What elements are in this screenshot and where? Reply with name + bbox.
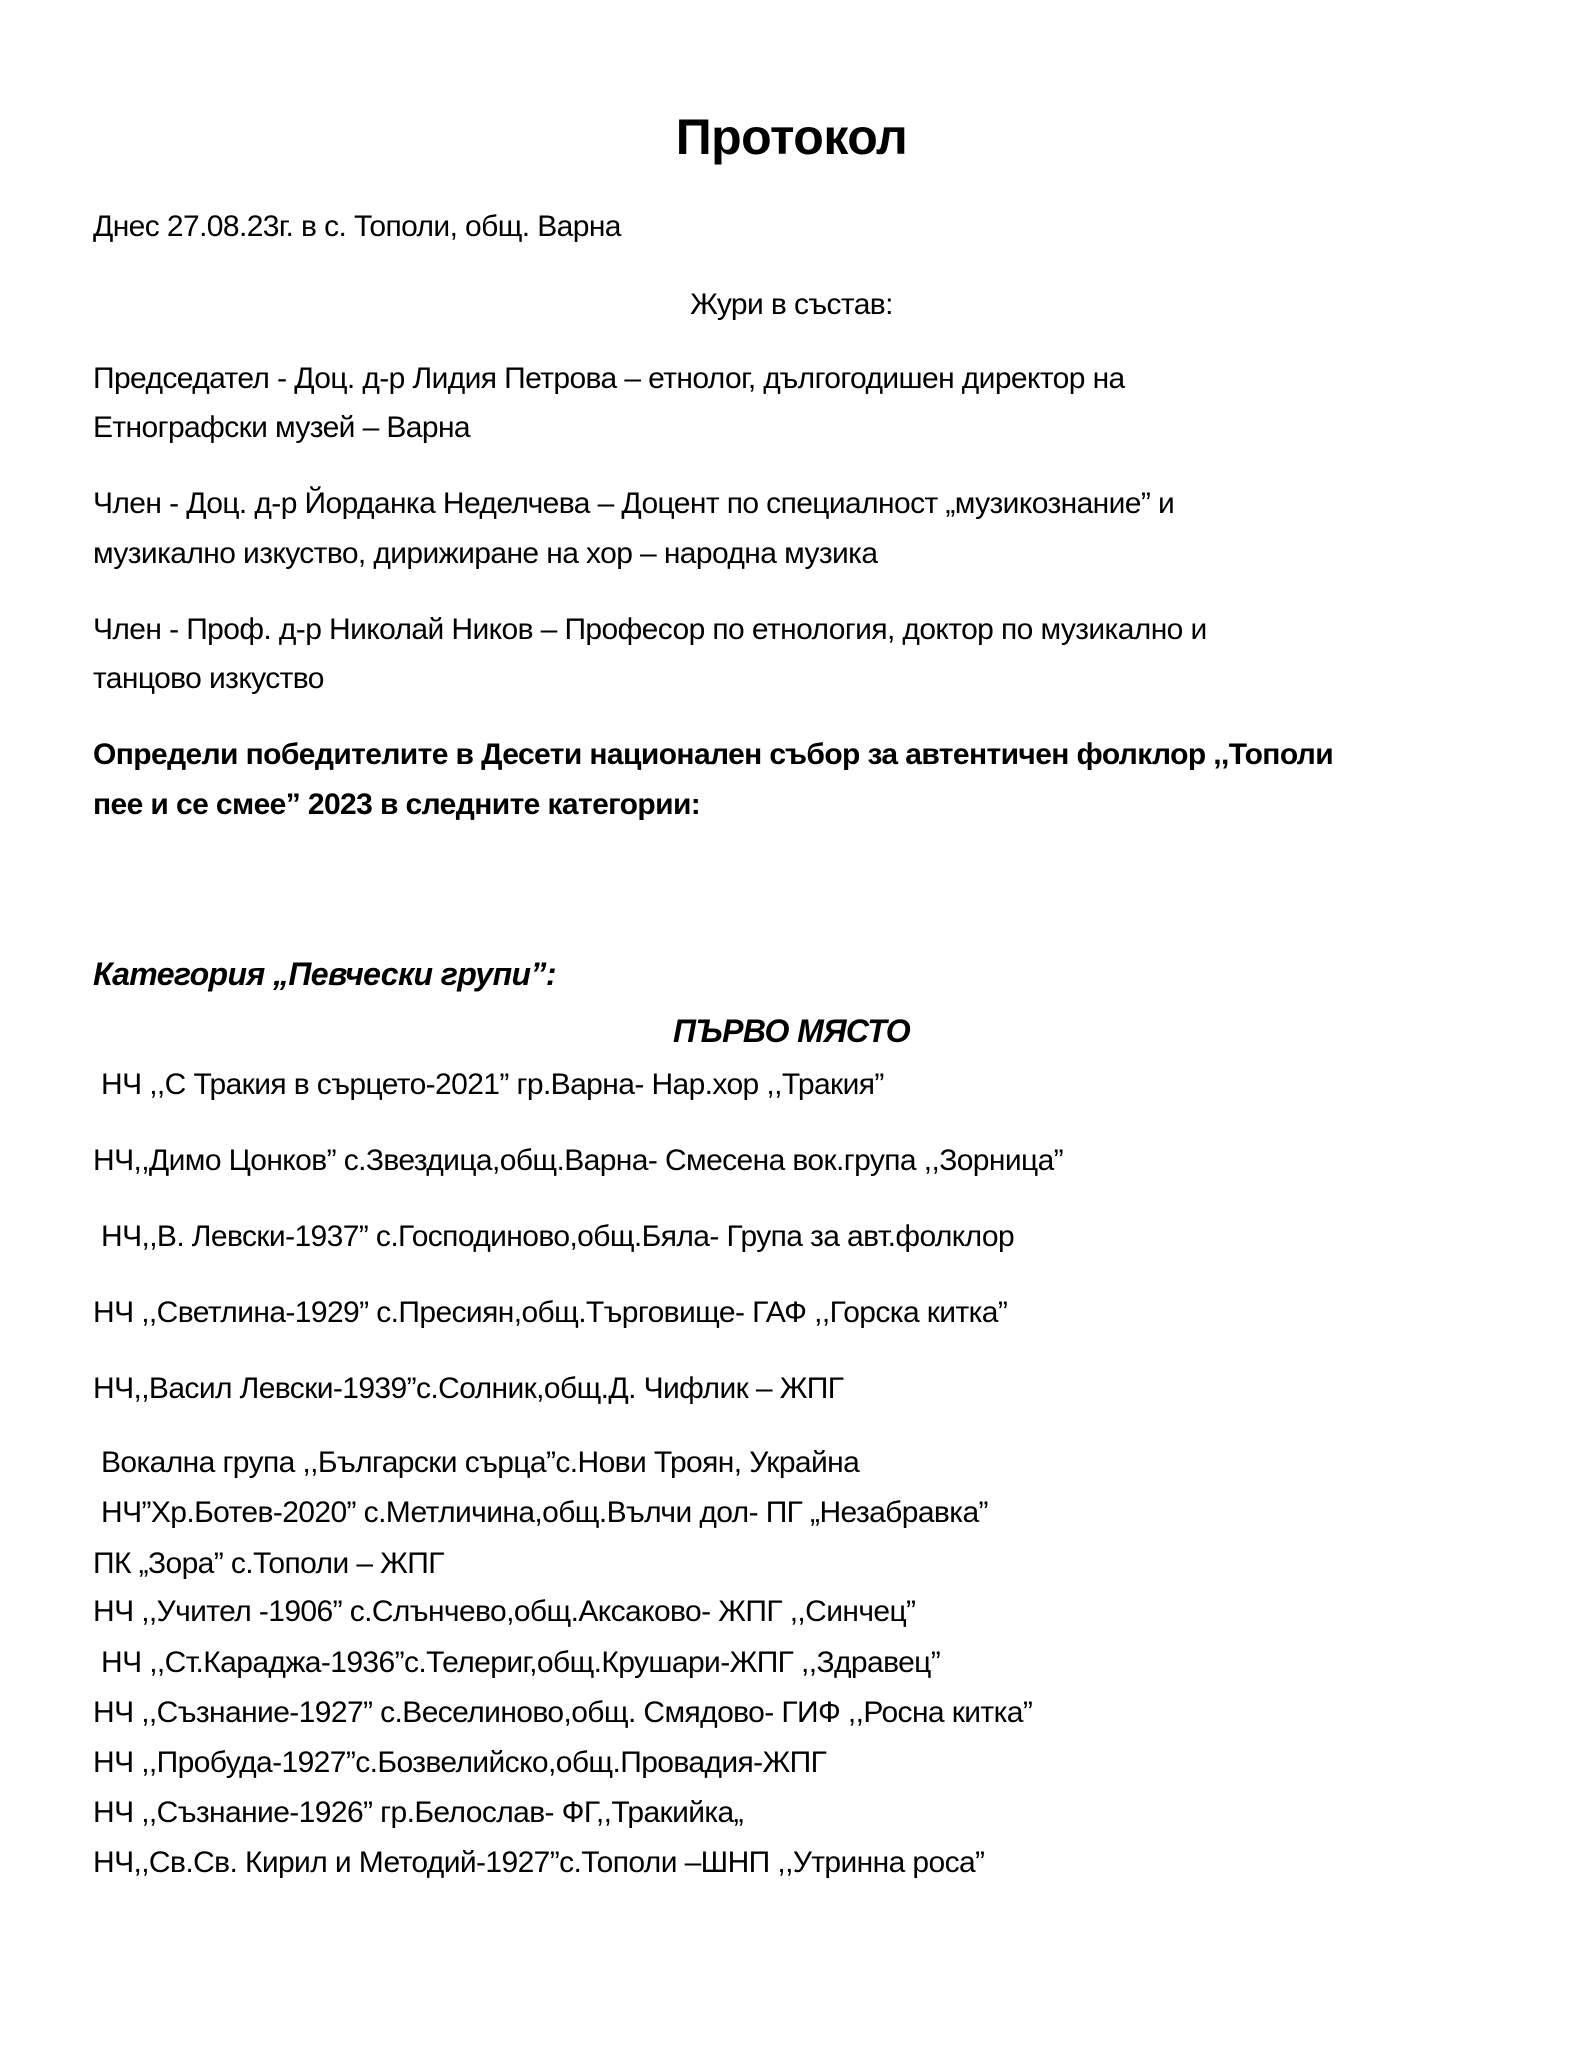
list-item: НЧ ,,Светлина-1929” с.Пресиян,общ.Търговище- ГАФ ,,Горска китка” <box>93 1296 1008 1329</box>
category-heading: Категория „Певчески групи”: <box>93 956 556 992</box>
jury-member-line: Член - Доц. д-р Йорданка Неделчева – Доцент по специалност „музикознание” и <box>93 487 1175 520</box>
jury-member-line: Член - Проф. д-р Николай Ников – Професор по етнология, доктор по музикално и <box>93 613 1207 646</box>
list-item: Вокална група ,,Български сърца”с.Нови Троян, Украйна <box>101 1446 860 1479</box>
list-item: НЧ”Хр.Ботев-2020” с.Метличина,общ.Вълчи дол- ПГ „Незабравка” <box>101 1496 988 1529</box>
list-item: НЧ ,,Пробуда-1927”с.Бозвелийско,общ.Провадия-ЖПГ <box>93 1746 827 1779</box>
list-item: НЧ,,Васил Левски-1939”с.Солник,общ.Д. Чифлик – ЖПГ <box>93 1372 844 1405</box>
list-item: НЧ ,,Ст.Караджа-1936”с.Телериг,общ.Крушари-ЖПГ ,,Здравец” <box>101 1646 941 1679</box>
list-item: НЧ,,В. Левски-1937” с.Господиново,общ.Бяла- Група за авт.фолклор <box>101 1220 1015 1253</box>
place-heading: ПЪРВО МЯСТО <box>672 1013 911 1049</box>
document-title: Протокол <box>675 109 908 165</box>
list-item: НЧ ,,С Тракия в сърцето-2021” гр.Варна- Нар.хор ,,Тракия” <box>101 1068 884 1101</box>
list-item: ПК „Зора” с.Тополи – ЖПГ <box>93 1547 444 1580</box>
list-item: НЧ ,,Учител -1906” с.Слънчево,общ.Аксаково- ЖПГ ,,Синчец” <box>93 1595 916 1628</box>
date-line: Днес 27.08.23г. в с. Тополи, общ. Варна <box>93 210 621 243</box>
jury-member-line: Етнографски музей – Варна <box>93 411 471 444</box>
list-item: НЧ ,,Съзнание-1926” гр.Белослав- ФГ,,Тракийка„ <box>93 1796 744 1829</box>
list-item: НЧ,,Св.Св. Кирил и Методий-1927”с.Тополи –ШНП ,,Утринна роса” <box>93 1846 985 1879</box>
jury-heading: Жури в състав: <box>690 288 893 321</box>
decision-line: Определи победителите в Десети национален събор за автентичен фолклор ,,Тополи <box>93 738 1334 771</box>
decision-line: пее и се смее” 2023 в следните категории: <box>93 788 701 821</box>
list-item: НЧ,,Димо Цонков” с.Звездица,общ.Варна- Смесена вок.група ,,Зорница” <box>93 1144 1064 1177</box>
list-item: НЧ ,,Съзнание-1927” с.Веселиново,общ. Смядово- ГИФ ,,Росна китка” <box>93 1696 1033 1729</box>
jury-member-line: танцово изкуство <box>93 662 324 695</box>
jury-member-line: Председател - Доц. д-р Лидия Петрова – етнолог, дългогодишен директор на <box>93 362 1125 395</box>
jury-member-line: музикално изкуство, дирижиране на хор – народна музика <box>93 537 878 570</box>
